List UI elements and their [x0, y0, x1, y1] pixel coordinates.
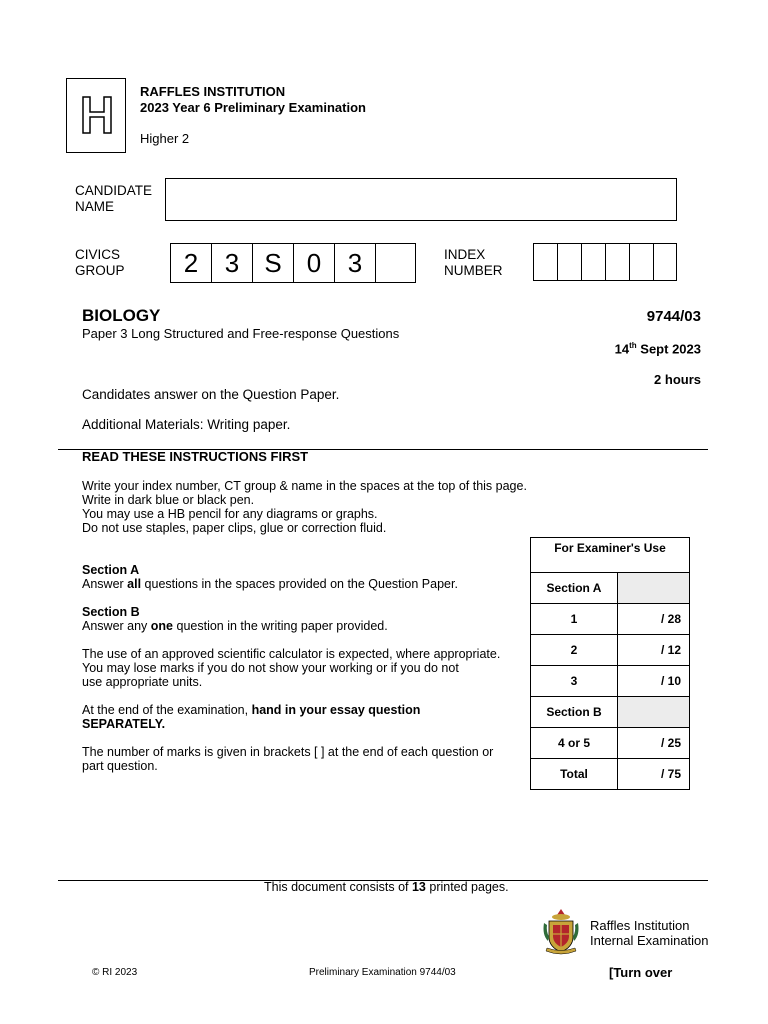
- civics-cell[interactable]: 3: [335, 244, 376, 282]
- institution-name: RAFFLES INSTITUTION: [140, 84, 286, 99]
- row-label: Section A: [531, 573, 618, 604]
- exam-duration: 2 hours: [654, 372, 701, 387]
- table-row: [531, 728, 690, 759]
- paper-reference: Preliminary Examination 9744/03: [309, 967, 456, 978]
- table-row: [531, 697, 690, 728]
- page-count: This document consists of 13 printed pages.: [264, 880, 509, 894]
- ri-internal-label: Raffles Institution Internal Examination: [590, 918, 709, 948]
- section-b-instructions: [82, 605, 388, 633]
- exam-title: 2023 Year 6 Preliminary Examination: [140, 100, 366, 115]
- calculator-line: You may lose marks if you do not show your working or if you do not: [82, 661, 459, 675]
- level-label: Higher 2: [140, 131, 190, 146]
- calculator-line: The use of an approved scientific calculator is expected, where appropriate.: [82, 647, 501, 661]
- civics-group-label: CIVICS GROUP: [75, 247, 125, 278]
- raffles-crest-icon: [541, 907, 581, 957]
- marks-instructions: The number of marks is given in brackets [ ] at the end of each question or part question.: [82, 745, 494, 773]
- table-row: [531, 635, 690, 666]
- index-cell[interactable]: [534, 244, 558, 280]
- turn-over: [Turn over: [609, 965, 673, 980]
- index-cell[interactable]: [630, 244, 654, 280]
- copyright: © RI 2023: [92, 967, 138, 978]
- instruction-line: You may use a HB pencil for any diagrams or graphs.: [82, 507, 378, 521]
- end-of-exam-instructions: At the end of the examination, hand in your essay question SEPARATELY.: [82, 703, 421, 731]
- paper-description: Paper 3 Long Structured and Free-response Questions: [82, 326, 400, 341]
- table-row: [531, 604, 690, 635]
- answer-note: Candidates answer on the Question Paper.: [82, 387, 340, 402]
- row-label: 1: [531, 604, 618, 635]
- table-row: [531, 573, 690, 604]
- index-cell[interactable]: [582, 244, 606, 280]
- candidate-name-label: CANDIDATE NAME: [75, 183, 153, 214]
- instruction-line: Write your index number, CT group & name in the spaces at the top of this page.: [82, 479, 527, 493]
- section-a-instructions: [82, 563, 458, 591]
- exam-date: 14th Sept 2023: [614, 341, 701, 357]
- calculator-instructions: [82, 647, 500, 689]
- section-a-text: Answer all questions in the spaces provided on the Question Paper.: [82, 577, 458, 591]
- row-label: Section B: [531, 697, 618, 728]
- table-row: [531, 759, 690, 790]
- section-b-title: Section B: [82, 605, 140, 619]
- examiner-use-table: [530, 537, 690, 790]
- level-letter-box: [66, 78, 126, 153]
- candidate-name-field[interactable]: [165, 178, 677, 221]
- additional-materials: Additional Materials: Writing paper.: [82, 417, 291, 432]
- row-score: / 75: [618, 759, 690, 790]
- row-label: Total: [531, 759, 618, 790]
- calculator-line: use appropriate units.: [82, 675, 203, 689]
- section-b-text: Answer any one question in the writing paper provided.: [82, 619, 388, 633]
- paper-code: 9744/03: [646, 308, 701, 325]
- civics-cell[interactable]: 2: [171, 244, 212, 282]
- level-letter-glyph: [81, 95, 113, 135]
- row-score: / 28: [618, 604, 690, 635]
- subject-title: BIOLOGY: [82, 306, 161, 325]
- index-number-label: INDEX NUMBER: [444, 247, 503, 278]
- general-instructions: [82, 479, 527, 535]
- table-row: [531, 666, 690, 697]
- index-number-field[interactable]: [533, 243, 677, 281]
- row-score: [618, 697, 690, 728]
- civics-cell[interactable]: 3: [212, 244, 253, 282]
- civics-group-field[interactable]: [170, 243, 416, 283]
- row-score: / 25: [618, 728, 690, 759]
- instructions-heading: READ THESE INSTRUCTIONS FIRST: [82, 449, 309, 464]
- row-score: / 12: [618, 635, 690, 666]
- civics-cell[interactable]: S: [253, 244, 294, 282]
- index-cell[interactable]: [606, 244, 630, 280]
- row-label: 3: [531, 666, 618, 697]
- civics-cell[interactable]: [376, 244, 415, 282]
- index-cell[interactable]: [654, 244, 676, 280]
- row-label: 2: [531, 635, 618, 666]
- instruction-line: Write in dark blue or black pen.: [82, 493, 255, 507]
- row-label: 4 or 5: [531, 728, 618, 759]
- civics-cell[interactable]: 0: [294, 244, 335, 282]
- examiner-table-title: For Examiner's Use: [531, 538, 690, 573]
- row-score: / 10: [618, 666, 690, 697]
- row-score: [618, 573, 690, 604]
- section-a-title: Section A: [82, 563, 140, 577]
- instruction-line: Do not use staples, paper clips, glue or correction fluid.: [82, 521, 387, 535]
- index-cell[interactable]: [558, 244, 582, 280]
